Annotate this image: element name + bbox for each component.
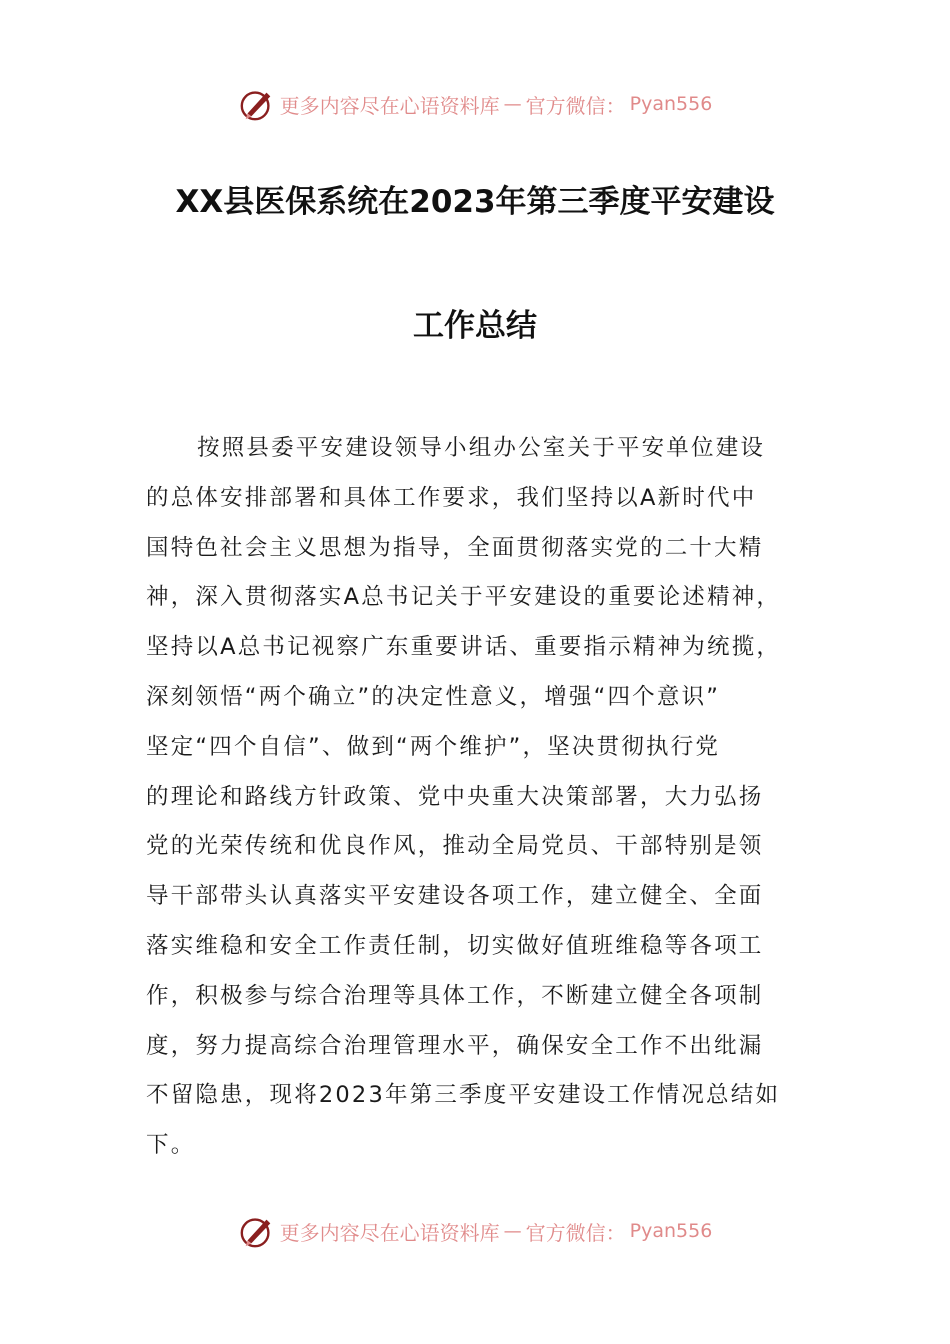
paragraph-line: 国特色社会主义思想为指导，全面贯彻落实党的二十大精 bbox=[146, 535, 764, 561]
paragraph-line: 度，努力提高综合治理管理水平，确保安全工作不出纰漏 bbox=[146, 1033, 764, 1059]
pen-logo-icon bbox=[238, 85, 276, 123]
paragraph-line: 坚定“四个自信”、做到“两个维护”，坚决贯彻执行党 bbox=[146, 734, 721, 760]
paragraph-line: 导干部带头认真落实平安建设各项工作，建立健全、全面 bbox=[146, 883, 764, 909]
paragraph-line: 下。 bbox=[146, 1132, 196, 1158]
watermark-separator: — bbox=[503, 1220, 522, 1242]
watermark-wechat-id: Pyan556 bbox=[629, 93, 713, 115]
paragraph-line: 落实维稳和安全工作责任制，切实做好值班维稳等各项工 bbox=[146, 933, 764, 959]
paragraph-line: 坚持以A总书记视察广东重要讲话、重要指示精神为统揽， bbox=[146, 634, 782, 660]
document-title-line-2: 工作总结 bbox=[413, 308, 537, 344]
header-watermark bbox=[0, 84, 950, 124]
document-title-line-1: XX县医保系统在2023年第三季度平安建设 bbox=[175, 184, 775, 220]
watermark-site-text: 更多内容尽在心语资料库 bbox=[279, 93, 500, 118]
watermark-label: 官方微信： bbox=[525, 93, 626, 118]
watermark-wechat-id: Pyan556 bbox=[629, 1220, 713, 1242]
watermark-site-text: 更多内容尽在心语资料库 bbox=[279, 1220, 500, 1245]
paragraph-line: 神，深入贯彻落实A总书记关于平安建设的重要论述精神， bbox=[146, 584, 782, 610]
paragraph-line: 按照县委平安建设领导小组办公室关于平安单位建设 bbox=[197, 435, 766, 461]
paragraph-line: 深刻领悟“两个确立”的决定性意义，增强“四个意识” bbox=[146, 684, 721, 710]
paragraph-line: 不留隐患，现将2023年第三季度平安建设工作情况总结如 bbox=[146, 1082, 781, 1108]
paragraph-line: 的理论和路线方针政策、党中央重大决策部署，大力弘扬 bbox=[146, 784, 764, 810]
watermark-label: 官方微信： bbox=[525, 1220, 626, 1245]
watermark-separator: — bbox=[503, 93, 522, 115]
pen-logo-icon bbox=[238, 1212, 276, 1250]
paragraph-line: 作，积极参与综合治理等具体工作，不断建立健全各项制 bbox=[146, 983, 764, 1009]
footer-watermark bbox=[0, 1211, 950, 1251]
paragraph-line: 党的光荣传统和优良作风，推动全局党员、干部特别是领 bbox=[146, 833, 764, 859]
paragraph-line: 的总体安排部署和具体工作要求，我们坚持以A新时代中 bbox=[146, 485, 757, 511]
